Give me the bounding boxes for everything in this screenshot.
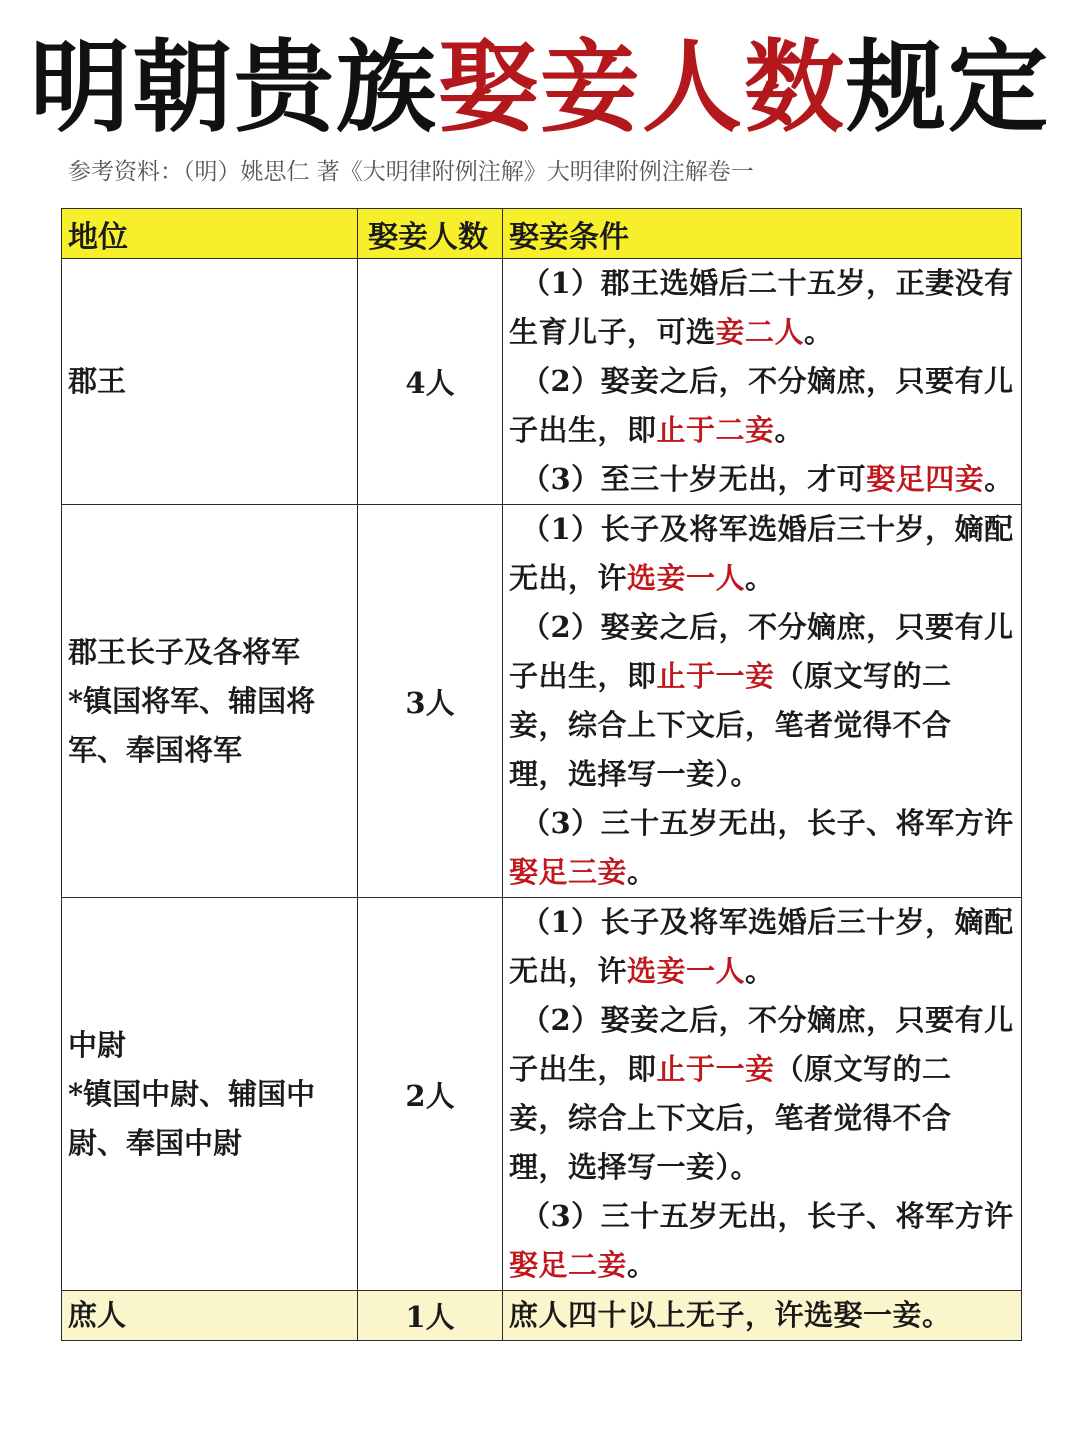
condition-line: 庶人四十以上无子，许选娶一妾。: [509, 1298, 952, 1332]
condition-line: （1）郡王选婚后二十五岁，正妻没有: [521, 266, 1014, 300]
conditions-cell: [503, 898, 1022, 1291]
title-part-3: 规定: [846, 29, 1050, 146]
condition-text: 。: [627, 1248, 657, 1282]
condition-line: （1）长子及将军选婚后三十岁，嫡配: [521, 905, 1014, 939]
status-cell: [62, 259, 358, 505]
condition-highlight: 妾二人: [715, 315, 805, 349]
condition-line: 妾，综合上下文后，笔者觉得不合: [509, 1101, 952, 1135]
conditions-cell: [503, 505, 1022, 898]
table-row: [62, 898, 1022, 1291]
condition-line: [509, 554, 1017, 603]
condition-text: 子出生，即: [509, 659, 657, 693]
status-cell: [62, 505, 358, 898]
condition-line: [509, 947, 1017, 996]
status-cell: [62, 1291, 358, 1341]
condition-line: （2）娶妾之后，不分嫡庶，只要有儿: [521, 364, 1014, 398]
reference-source: 参考资料：（明）姚思仁 著《大明律附例注解》大明律附例注解卷一: [68, 159, 754, 185]
concubine-rules-table: [61, 208, 1022, 1341]
condition-highlight: 娶足三妾: [509, 855, 628, 889]
condition-text: 子出生，即: [509, 413, 657, 447]
status-line: *镇国中尉、辅国中: [68, 1076, 316, 1111]
condition-line: 理，选择写一妾）。: [509, 1150, 761, 1184]
title-part-2-highlight: 娶妾人数: [438, 29, 846, 146]
condition-line: [509, 406, 1017, 455]
condition-highlight: 选妾一人: [627, 954, 746, 988]
condition-text: 。: [804, 315, 834, 349]
header-count: 娶妾人数: [358, 209, 503, 259]
condition-line: 理，选择写一妾）。: [509, 757, 761, 791]
condition-line: [509, 652, 1017, 701]
condition-line: [509, 1241, 1017, 1290]
condition-line: 妾，综合上下文后，笔者觉得不合: [509, 708, 952, 742]
condition-line: （3）三十五岁无出，长子、将军方许: [521, 1199, 1014, 1233]
count-cell: 4人: [358, 259, 503, 505]
header-status: 地位: [62, 209, 358, 259]
condition-text: 。: [745, 561, 775, 595]
count-cell: 2人: [358, 898, 503, 1291]
status-line: 军、奉国将军: [68, 732, 243, 767]
condition-highlight: 止于一妾: [656, 1052, 775, 1086]
condition-line: （2）娶妾之后，不分嫡庶，只要有儿: [521, 610, 1014, 644]
count-cell: 3人: [358, 505, 503, 898]
table-header-row: [62, 209, 1022, 259]
status-line: *镇国将军、辅国将: [68, 683, 316, 718]
status-line: 郡王长子及各将军: [68, 634, 301, 669]
condition-text: 生育儿子，可选: [509, 315, 716, 349]
condition-text: （原文写的二: [774, 659, 952, 693]
condition-highlight: 选妾一人: [627, 561, 746, 595]
title-part-1: 明朝贵族: [30, 29, 438, 146]
condition-line: （3）三十五岁无出，长子、将军方许: [521, 806, 1014, 840]
condition-text: 。: [774, 413, 805, 447]
condition-line: [509, 1045, 1017, 1094]
condition-text: 子出生，即: [509, 1052, 657, 1086]
condition-line: （2）娶妾之后，不分嫡庶，只要有儿: [521, 1003, 1014, 1037]
condition-text: 无出，许: [509, 561, 628, 595]
status-line: 尉、奉国中尉: [68, 1125, 243, 1160]
condition-text: 。: [627, 855, 657, 889]
condition-text: 无出，许: [509, 954, 628, 988]
page-title: [0, 28, 1080, 148]
conditions-cell: [503, 1291, 1022, 1341]
header-conditions: 娶妾条件: [503, 209, 1022, 259]
condition-text: （原文写的二: [774, 1052, 952, 1086]
condition-highlight: 止于一妾: [656, 659, 775, 693]
status-line: 庶人: [68, 1298, 127, 1332]
condition-highlight: 娶足二妾: [509, 1248, 628, 1282]
condition-line: （1）长子及将军选婚后三十岁，嫡配: [521, 512, 1014, 546]
conditions-cell: [503, 259, 1022, 505]
table-row: [62, 259, 1022, 505]
condition-line: [509, 455, 1017, 504]
condition-highlight: 止于二妾: [656, 413, 775, 447]
condition-text: 。: [745, 954, 775, 988]
table-row: [62, 505, 1022, 898]
condition-text: （3）至三十岁无出，才可: [521, 462, 867, 496]
status-cell: [62, 898, 358, 1291]
count-cell: 1人: [358, 1291, 503, 1341]
status-line: 郡王: [68, 364, 127, 398]
status-line: 中尉: [68, 1027, 127, 1062]
table-row: [62, 1291, 1022, 1341]
condition-line: [509, 848, 1017, 897]
condition-text: 。: [984, 462, 1014, 496]
condition-line: [509, 308, 1017, 357]
condition-highlight: 娶足四妾: [866, 462, 985, 496]
